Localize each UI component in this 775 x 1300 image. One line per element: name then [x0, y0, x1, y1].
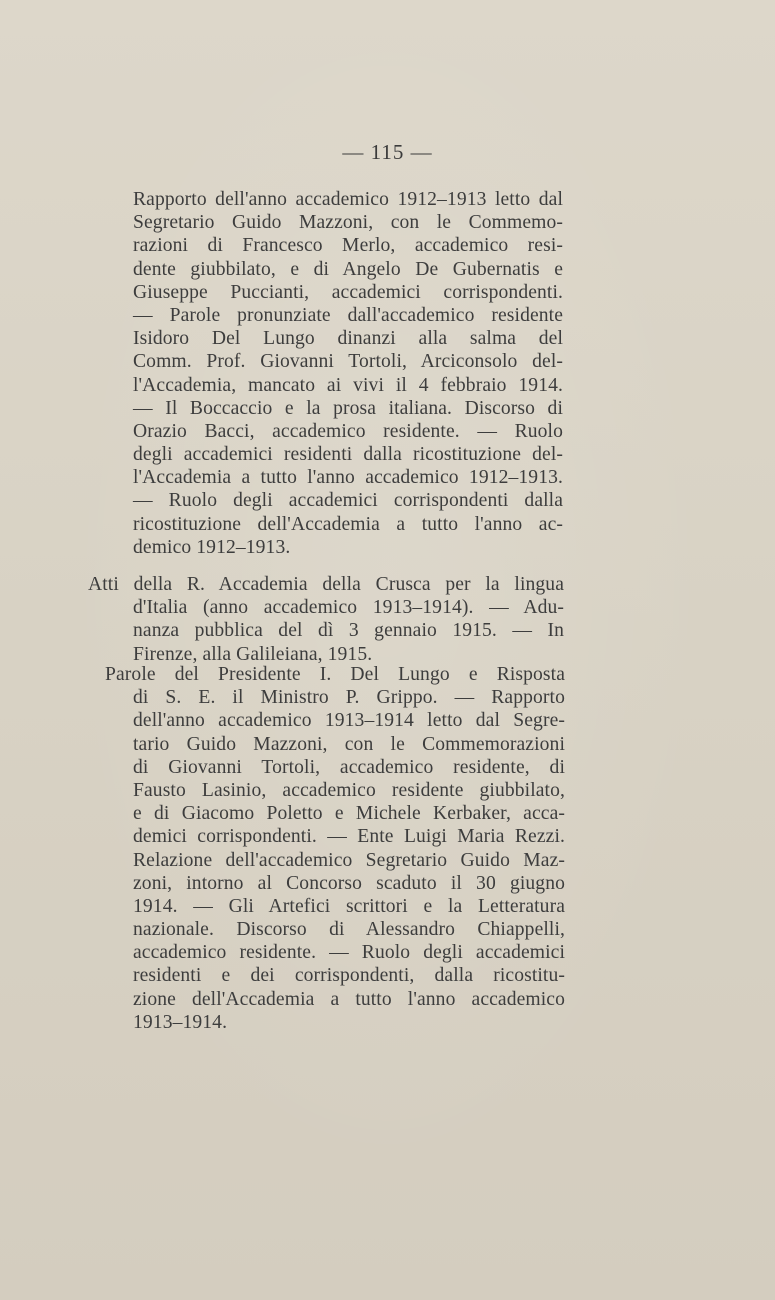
- text-line: 1913–1914.: [133, 1011, 228, 1033]
- text-line: razioni di Francesco Merlo, accademico resi-: [133, 235, 563, 257]
- text-line: demico 1912–1913.: [133, 536, 291, 558]
- text-line: degli accademici residenti dalla ricostituzione del-: [133, 444, 563, 466]
- text-line: l'Accademia, mancato ai vivi il 4 febbraio 1914.: [133, 374, 563, 396]
- atti-1913-1914-entry-heading: [88, 573, 564, 666]
- text-line: dente giubbilato, e di Angelo De Gubernatis e: [133, 258, 563, 280]
- text-line: accademico residente. — Ruolo degli accademici: [133, 942, 565, 964]
- text-line: l'Accademia a tutto l'anno accademico 1912–1913.: [133, 467, 563, 489]
- text-line: Atti della R. Accademia della Crusca per la lingua: [88, 574, 564, 595]
- text-line: Orazio Bacci, accademico residente. — Ruolo: [133, 420, 563, 442]
- text-line: Rapporto dell'anno accademico 1912–1913 letto dal: [133, 189, 563, 210]
- text-line: Giuseppe Puccianti, accademici corrispondenti.: [133, 281, 563, 303]
- text-line: Relazione dell'accademico Segretario Guido Maz-: [133, 849, 565, 871]
- text-line: Parole del Presidente I. Del Lungo e Risposta: [105, 664, 565, 685]
- text-line: Isidoro Del Lungo dinanzi alla salma del: [133, 328, 563, 350]
- text-line: residenti e dei corrispondenti, dalla ricostitu-: [133, 965, 565, 987]
- text-line: dell'anno accademico 1913–1914 letto dal Segre-: [133, 710, 565, 732]
- text-line: e di Giacomo Poletto e Michele Kerbaker, acca-: [133, 803, 565, 825]
- text-line: — Ruolo degli accademici corrispondenti dalla: [133, 490, 563, 512]
- text-line: Fausto Lasinio, accademico residente giubbilato,: [133, 779, 565, 801]
- text-line: zoni, intorno al Concorso scaduto il 30 giugno: [133, 872, 565, 894]
- text-line: Segretario Guido Mazzoni, con le Commemo-: [133, 212, 563, 234]
- text-line: di S. E. il Ministro P. Grippo. — Rapporto: [133, 687, 565, 709]
- report-1912-1913-contents: [133, 188, 563, 559]
- text-line: Comm. Prof. Giovanni Tortoli, Arciconsolo del-: [133, 351, 563, 373]
- text-line: demici corrispondenti. — Ente Luigi Maria Rezzi.: [133, 826, 565, 848]
- text-line: — Parole pronunziate dall'accademico residente: [133, 304, 563, 326]
- text-line: tario Guido Mazzoni, con le Commemorazioni: [133, 733, 565, 755]
- text-line: — Il Boccaccio e la prosa italiana. Discorso di: [133, 397, 563, 419]
- text-line: nanza pubblica del dì 3 gennaio 1915. — In: [133, 620, 564, 642]
- text-line: di Giovanni Tortoli, accademico residente, di: [133, 756, 565, 778]
- text-line: ricostituzione dell'Accademia a tutto l'anno ac-: [133, 513, 563, 535]
- text-line: d'Italia (anno accademico 1913–1914). — Adu-: [133, 597, 564, 619]
- text-line: Firenze, alla Galileiana, 1915.: [133, 643, 373, 665]
- page-number: — 115 —: [342, 140, 433, 164]
- text-line: zione dell'Accademia a tutto l'anno accademico: [133, 988, 565, 1010]
- text-line: 1914. — Gli Artefici scrittori e la Letteratura: [133, 895, 565, 917]
- atti-1913-1914-contents: [105, 663, 565, 1034]
- text-line: nazionale. Discorso di Alessandro Chiappelli,: [133, 919, 565, 941]
